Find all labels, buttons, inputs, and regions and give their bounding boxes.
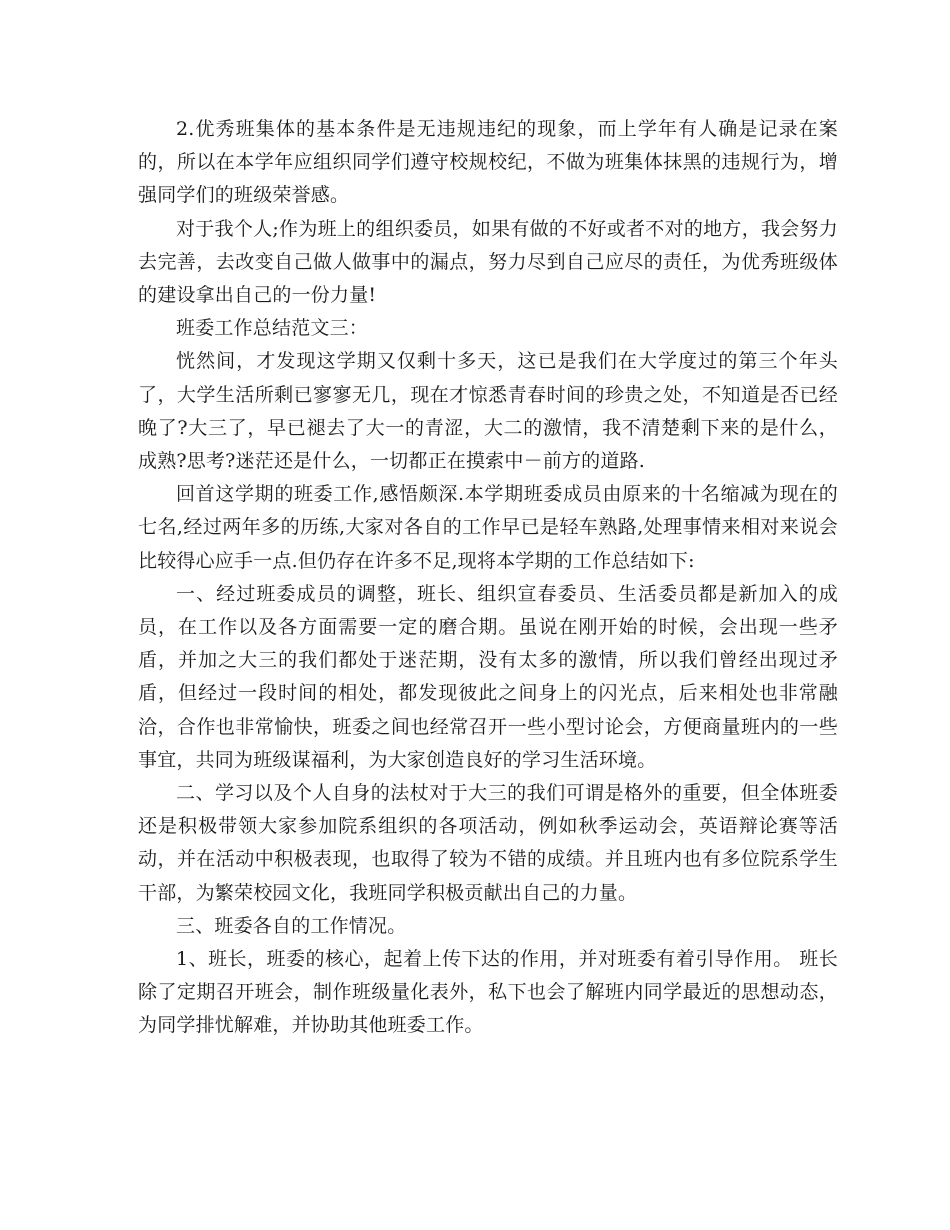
paragraph-point-one: 一、经过班委成员的调整，班长、组织宣春委员、生活委员都是新加入的成员，在工作以及各方面需要一定的磨合期。虽说在刚开始的时候，会出现一些矛盾，并加之大三的我们都处于迷茫期，没有太多的激情，所以我们曾经出现过矛盾，但经过一段时间的相处，都发现彼此之间身上的闪光点，后来相处也非常融洽，合作也非常愉快，班委之间也经常召开一些小型讨论会，方便商量班内的一些事宜，共同为班级谋福利，为大家创造良好的学习生活环境。: [138, 582, 838, 771]
paragraph-reflection: 恍然间，才发现这学期又仅剩十多天，这已是我们在大学度过的第三个年头了，大学生活所剩已寥寥无几，现在才惊悉青春时间的珍贵之处，不知道是否已经晚了?大三了，早已褪去了大一的青涩，大二的激情，我不清楚剩下来的是什么，成熟?思考?迷茫还是什么，一切都正在摸索中－前方的道路.: [138, 350, 838, 473]
document-body: [138, 113, 838, 1043]
paragraph-review: 回首这学期的班委工作,感悟颇深.本学期班委成员由原来的十名缩减为现在的七名,经过两年多的历练,大家对各自的工作早已是轻车熟路,处理事情来相对来说会比较得心应手一点.但仍存在许多不足,现将本学期的工作总结如下:: [138, 483, 838, 572]
paragraph-point-two: 二、学习以及个人自身的法杖对于大三的我们可谓是格外的重要，但全体班委还是积极带领大家参加院系组织的各项活动，例如秋季运动会，英语辩论赛等活动，并在活动中积极表现，也取得了较为不错的成绩。并且班内也有多位院系学生干部，为繁荣校园文化，我班同学积极贡献出自己的力量。: [138, 782, 838, 904]
section-heading-sample-three: 班委工作总结范文三：: [176, 317, 369, 340]
paragraph-personal-commitment: 对于我个人;作为班上的组织委员，如果有做的不好或者不对的地方，我会努力去完善，去改变自己做人做事中的漏点，努力尽到自己应尽的责任，为优秀班级体的建设拿出自己的一份力量!: [138, 217, 838, 307]
paragraph-class-monitor: 1、班长，班委的核心，起着上传下达的作用，并对班委有着引导作用。 班长除了定期召开班会，制作班级量化表外，私下也会了解班内同学最近的思想动态，为同学排忧解难，并协助其他班委工作。: [138, 948, 838, 1037]
paragraph-excellent-class-conditions: 2.优秀班集体的基本条件是无违规违纪的现象，而上学年有人确是记录在案的，所以在本学年应组织同学们遵守校规校纪，不做为班集体抹黑的违规行为，增强同学们的班级荣誉感。: [138, 118, 838, 207]
paragraph-point-three-heading: 三、班委各自的工作情况。: [176, 914, 407, 937]
